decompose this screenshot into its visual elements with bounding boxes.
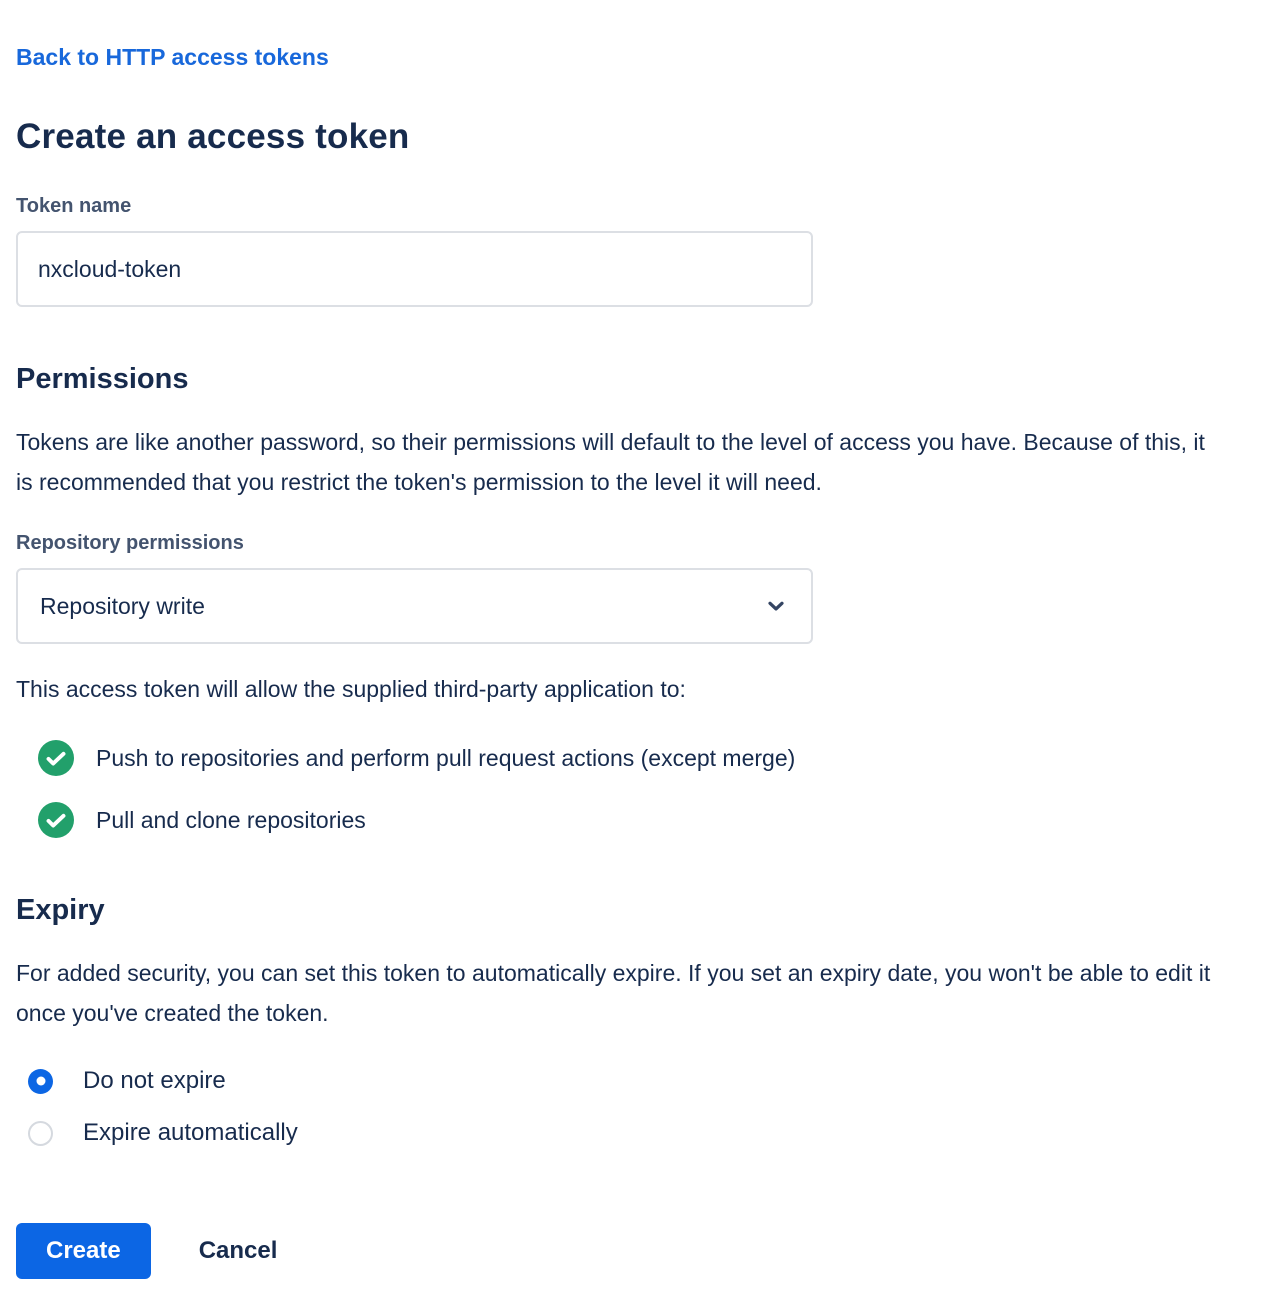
radio-label: Do not expire: [83, 1067, 226, 1094]
page-title: Create an access token: [16, 117, 410, 156]
expiry-heading: Expiry: [16, 894, 105, 926]
cancel-button[interactable]: Cancel: [193, 1237, 284, 1265]
permissions-description: Tokens are like another password, so their permissions will default to the level of access you have. Because of this, it is recommended that you restrict the token's permission to the level it will need.: [16, 429, 1205, 495]
check-circle-icon: [38, 802, 74, 838]
repository-permissions-label: Repository permissions: [16, 532, 244, 554]
repository-permissions-selected-value: Repository write: [40, 592, 205, 619]
capability-text: Push to repositories and perform pull request actions (except merge): [96, 744, 796, 771]
capability-list: [38, 740, 1226, 838]
capability-row-pull: [38, 802, 1226, 838]
capability-text: Pull and clone repositories: [96, 806, 366, 833]
expiry-radio-group: [28, 1067, 1226, 1147]
capability-row-push: [38, 740, 1226, 776]
allow-intro-text: This access token will allow the supplied third-party application to:: [16, 676, 686, 702]
form-actions: [16, 1223, 1226, 1279]
create-button[interactable]: Create: [16, 1223, 151, 1279]
chevron-down-icon: [763, 593, 789, 619]
back-to-http-access-tokens-link[interactable]: Back to HTTP access tokens: [16, 44, 329, 70]
radio-label: Expire automatically: [83, 1119, 298, 1146]
check-circle-icon: [38, 740, 74, 776]
token-name-input[interactable]: [16, 231, 813, 307]
permissions-heading: Permissions: [16, 363, 189, 395]
radio-expire-automatically[interactable]: [28, 1119, 1226, 1147]
expiry-description: For added security, you can set this token to automatically expire. If you set an expiry date, you won't be able to edit it once you've created the token.: [16, 960, 1211, 1026]
radio-button-icon: [28, 1069, 53, 1094]
radio-button-icon: [28, 1121, 53, 1146]
token-name-label: Token name: [16, 195, 132, 217]
radio-do-not-expire[interactable]: [28, 1067, 1226, 1095]
repository-permissions-select[interactable]: [16, 568, 813, 644]
